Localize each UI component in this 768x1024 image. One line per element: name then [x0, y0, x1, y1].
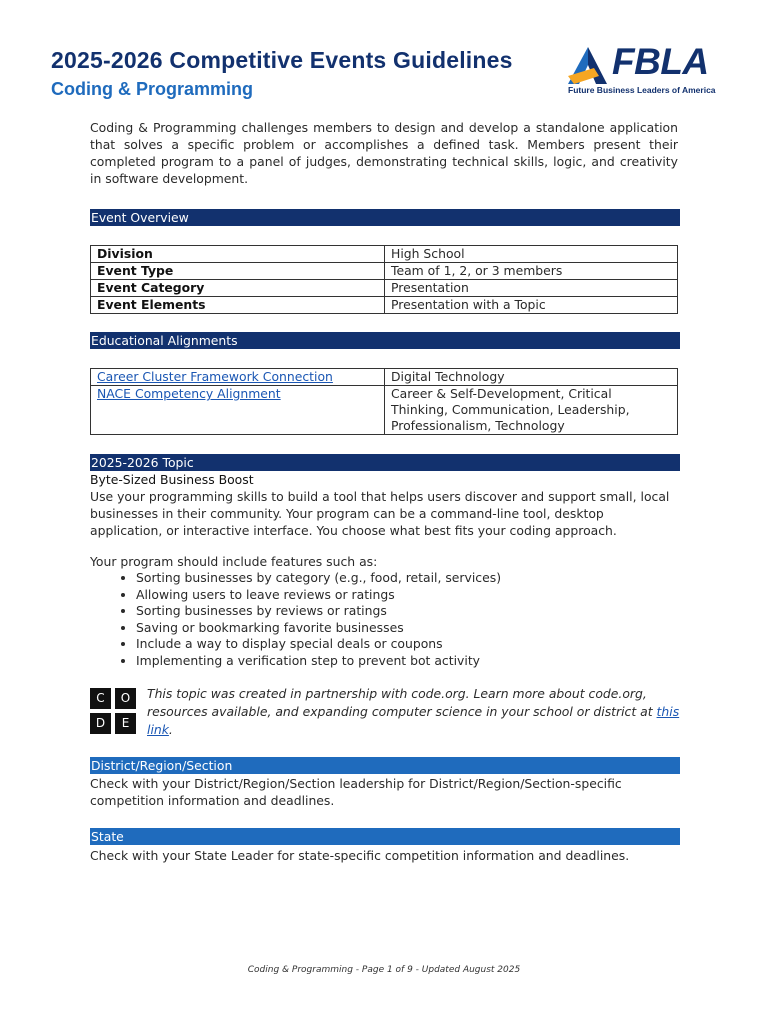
features-intro: Your program should include features such as:: [90, 554, 378, 569]
table-row: [91, 369, 678, 386]
table-row: [91, 263, 678, 280]
table-row: [91, 297, 678, 314]
educational-alignments-heading: Educational Alignments: [90, 332, 680, 349]
table-value: Presentation with a Topic: [385, 297, 678, 314]
code-logo-letter: E: [115, 713, 136, 734]
partner-note: [147, 685, 682, 739]
table-label: Event Elements: [91, 297, 385, 314]
fbla-tagline: Future Business Leaders of America: [568, 85, 716, 95]
state-heading: State: [90, 828, 680, 845]
topic-description: Use your programming skills to build a tool that helps users discover and support small, local businesses in their community. Your program can be a command-line tool, desktop application, or interactive interface. You choose what best fits your coding approach.: [90, 489, 670, 538]
page-title: 2025-2026 Competitive Events Guidelines: [51, 47, 513, 73]
intro-paragraph: Coding & Programming challenges members to design and develop a standalone application that solves a specific problem or accomplishes a defined task. Members present their completed program to a panel of judges, demonstrating technical skills, logic, and creativity in software development.: [90, 120, 678, 186]
district-text: Check with your District/Region/Section leadership for District/Region/Section-specific competition information and deadlines.: [90, 776, 622, 808]
page-footer: Coding & Programming - Page 1 of 9 - Updated August 2025: [247, 965, 521, 975]
state-text: Check with your State Leader for state-specific competition information and deadlines.: [90, 848, 630, 863]
table-value: High School: [385, 246, 678, 263]
partner-note-text: This topic was created in partnership with code.org. Learn more about code.org, resources available, and expanding computer science in your school or district at: [147, 686, 657, 719]
table-value: Team of 1, 2, or 3 members: [385, 263, 678, 280]
table-row: [91, 280, 678, 297]
list-item: • Include a way to display special deals or coupons: [136, 636, 676, 653]
list-item: • Allowing users to leave reviews or ratings: [136, 587, 676, 604]
table-value: Presentation: [385, 280, 678, 297]
fbla-wordmark: FBLA: [612, 41, 709, 82]
partner-note-end: .: [168, 722, 173, 737]
code-logo-letter: O: [115, 688, 136, 709]
table-label: Division: [91, 246, 385, 263]
fbla-logo: [566, 41, 726, 98]
table-label: Event Type: [91, 263, 385, 280]
table-value: Career & Self-Development, Critical Thinking, Communication, Leadership, Professionalism, Technology: [385, 386, 678, 435]
topic-heading: 2025-2026 Topic: [90, 454, 680, 471]
fbla-logo-icon: [566, 46, 608, 86]
code-org-link[interactable]: this link: [147, 704, 680, 737]
educational-alignments-table: [90, 368, 678, 435]
event-overview-table: [90, 245, 678, 314]
district-heading: District/Region/Section: [90, 757, 680, 774]
code-org-logo: [90, 688, 138, 736]
table-row: [91, 246, 678, 263]
career-cluster-cell: [91, 369, 385, 386]
nace-competency-link[interactable]: NACE Competency Alignment: [97, 386, 281, 401]
table-row: [91, 386, 678, 435]
event-name-subtitle: Coding & Programming: [51, 79, 253, 99]
list-item: • Sorting businesses by reviews or ratings: [136, 603, 676, 620]
table-value: Digital Technology: [385, 369, 678, 386]
topic-name: Byte-Sized Business Boost: [90, 472, 254, 487]
code-logo-letter: C: [90, 688, 111, 709]
list-item: • Saving or bookmarking favorite businesses: [136, 620, 676, 637]
features-list: [90, 570, 676, 669]
list-item: • Sorting businesses by category (e.g., food, retail, services): [136, 570, 676, 587]
list-item: • Implementing a verification step to prevent bot activity: [136, 653, 676, 670]
nace-competency-cell: [91, 386, 385, 435]
code-logo-letter: D: [90, 713, 111, 734]
table-label: Event Category: [91, 280, 385, 297]
event-overview-heading: Event Overview: [90, 209, 680, 226]
career-cluster-link[interactable]: Career Cluster Framework Connection: [97, 369, 333, 384]
